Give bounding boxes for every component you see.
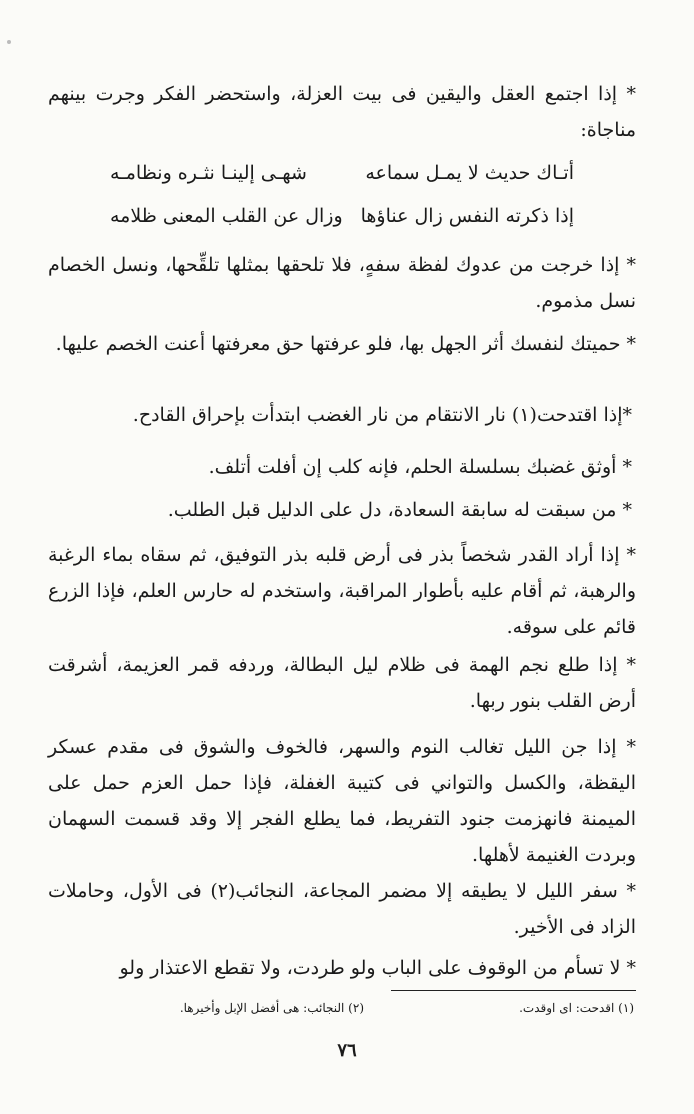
footnote-2: (٢) النجائب: هى أفضل الإبل وأخيرها.: [179, 1001, 364, 1015]
paragraph-solitude: * إذا اجتمع العقل واليقين فى بيت العزلة، واستحضر الفكر وجرت بينهم مناجاة:: [48, 83, 636, 141]
paragraph-happiness: * من سبقت له سابقة السعادة، دل على الدليل قبل الطلب.: [167, 499, 632, 521]
footnote-separator: [391, 990, 636, 991]
verse-2-first-hemistich: إذا ذكرته النفس زال عناؤها: [360, 205, 574, 227]
paper-speck: [7, 40, 11, 44]
verse-1-first-hemistich: أتـاك حديث لا يمـل سماعه: [365, 162, 574, 184]
paragraph-self-defense: * حميتك لنفسك أثر الجهل بها، فلو عرفتها حق معرفتها أعنت الخصم عليها.: [55, 333, 636, 355]
paragraph-night-battle: * إذا جن الليل تغالب النوم والسهر، فالخوف والشوق فى مقدم عسكر اليقظة، والكسل والتواني فى كتيبة الغفلة، فإذا حمل العزم حمل على الميمنة فانهزمت جنود التفريط، فما يطلع الفجر إلا وقد قسمت السهمان وبردت الغنيمة لأهلها.: [48, 736, 636, 866]
page-number: ٧٦: [337, 1040, 357, 1061]
verse-2-second-hemistich: وزال عن القلب المعنى ظلامه: [110, 205, 343, 227]
verse-line-2: [110, 198, 574, 234]
paragraph-star-of-resolve: * إذا طلع نجم الهمة فى ظلام ليل البطالة، وردفه قمر العزيمة، أشرقت أرض القلب بنور ربها.: [48, 654, 636, 712]
paragraph-destiny-seed: * إذا أراد القدر شخصاً بذر فى أرض قلبه بذر التوفيق، ثم سقاه بماء الرغبة والرهبة، ثم أقام عليه بأطوار المراقبة، واستخدم له حارس العلم، فإذا الزرع قائم على سوقه.: [48, 544, 636, 638]
paragraph-door: * لا تسأم من الوقوف على الباب ولو طردت، ولا تقطع الاعتذار ولو: [119, 957, 636, 979]
verse-line-1: [110, 155, 574, 191]
paragraph-night-journey: * سفر الليل لا يطيقه إلا مضمر المجاعة، النجائب(٢) فى الأول، وحاملات الزاد فى الأخير.: [48, 880, 636, 938]
paragraph-anger-chain: * أوثق غضبك بسلسلة الحلم، فإنه كلب إن أفلت أتلف.: [208, 456, 632, 478]
footnote-1: (١) اقدحت: اى اوقدت.: [519, 1001, 634, 1015]
paragraph-enemy-word: * إذا خرجت من عدوك لفظة سفهٍ، فلا تلحقها بمثلها تلقِّحها، ونسل الخصام نسل مذموم.: [48, 254, 636, 312]
verse-1-second-hemistich: شهـى إلينـا نثـره ونظامـه: [110, 162, 307, 184]
paragraph-revenge-fire: *إذا اقتدحت(١) نار الانتقام من نار الغضب ابتدأت بإحراق القادح.: [132, 404, 632, 426]
